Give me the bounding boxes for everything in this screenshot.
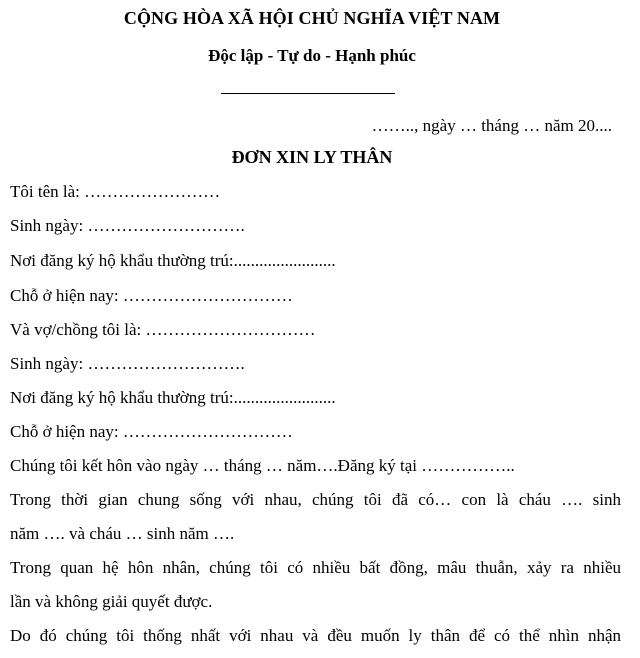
field-spouse-birthdate: Sinh ngày: ……………………….: [10, 354, 245, 373]
paragraph-decision-line-1: Do đó chúng tôi thống nhất với nhau và đều muốn ly thân để có thể nhìn nhận: [10, 626, 621, 645]
paragraph-conflict-line-2: lần và không giải quyết được.: [10, 592, 213, 611]
document-title: ĐƠN XIN LY THÂN: [231, 147, 393, 167]
motto-heading: Độc lập - Tự do - Hạnh phúc: [208, 46, 416, 65]
field-applicant-birthdate: Sinh ngày: ……………………….: [10, 216, 245, 235]
field-applicant-residence-registration: Nơi đăng ký hộ khẩu thường trú:........................: [10, 251, 336, 270]
paragraph-children-line-2: năm …. và cháu … sinh năm ….: [10, 524, 235, 543]
nation-heading: CỘNG HÒA XÃ HỘI CHỦ NGHĨA VIỆT NAM: [123, 8, 501, 28]
field-spouse-name: Và vợ/chồng tôi là: …………………………: [10, 320, 316, 339]
paragraph-marriage-date: Chúng tôi kết hôn vào ngày … tháng … năm….Đăng ký tại ……………..: [10, 456, 515, 475]
heading-divider: [221, 93, 395, 94]
date-line: …….., ngày … tháng … năm 20....: [371, 116, 612, 135]
field-spouse-residence-registration: Nơi đăng ký hộ khẩu thường trú:........................: [10, 388, 336, 407]
field-spouse-current-address: Chỗ ở hiện nay: …………………………: [10, 422, 293, 441]
field-applicant-name: Tôi tên là: ……………………: [10, 182, 221, 201]
paragraph-children-line-1: Trong thời gian chung sống với nhau, chúng tôi đã có… con là cháu …. sinh: [10, 490, 621, 509]
paragraph-conflict-line-1: Trong quan hệ hôn nhân, chúng tôi có nhiều bất đồng, mâu thuẫn, xảy ra nhiều: [10, 558, 621, 577]
field-applicant-current-address: Chỗ ở hiện nay: …………………………: [10, 286, 293, 305]
